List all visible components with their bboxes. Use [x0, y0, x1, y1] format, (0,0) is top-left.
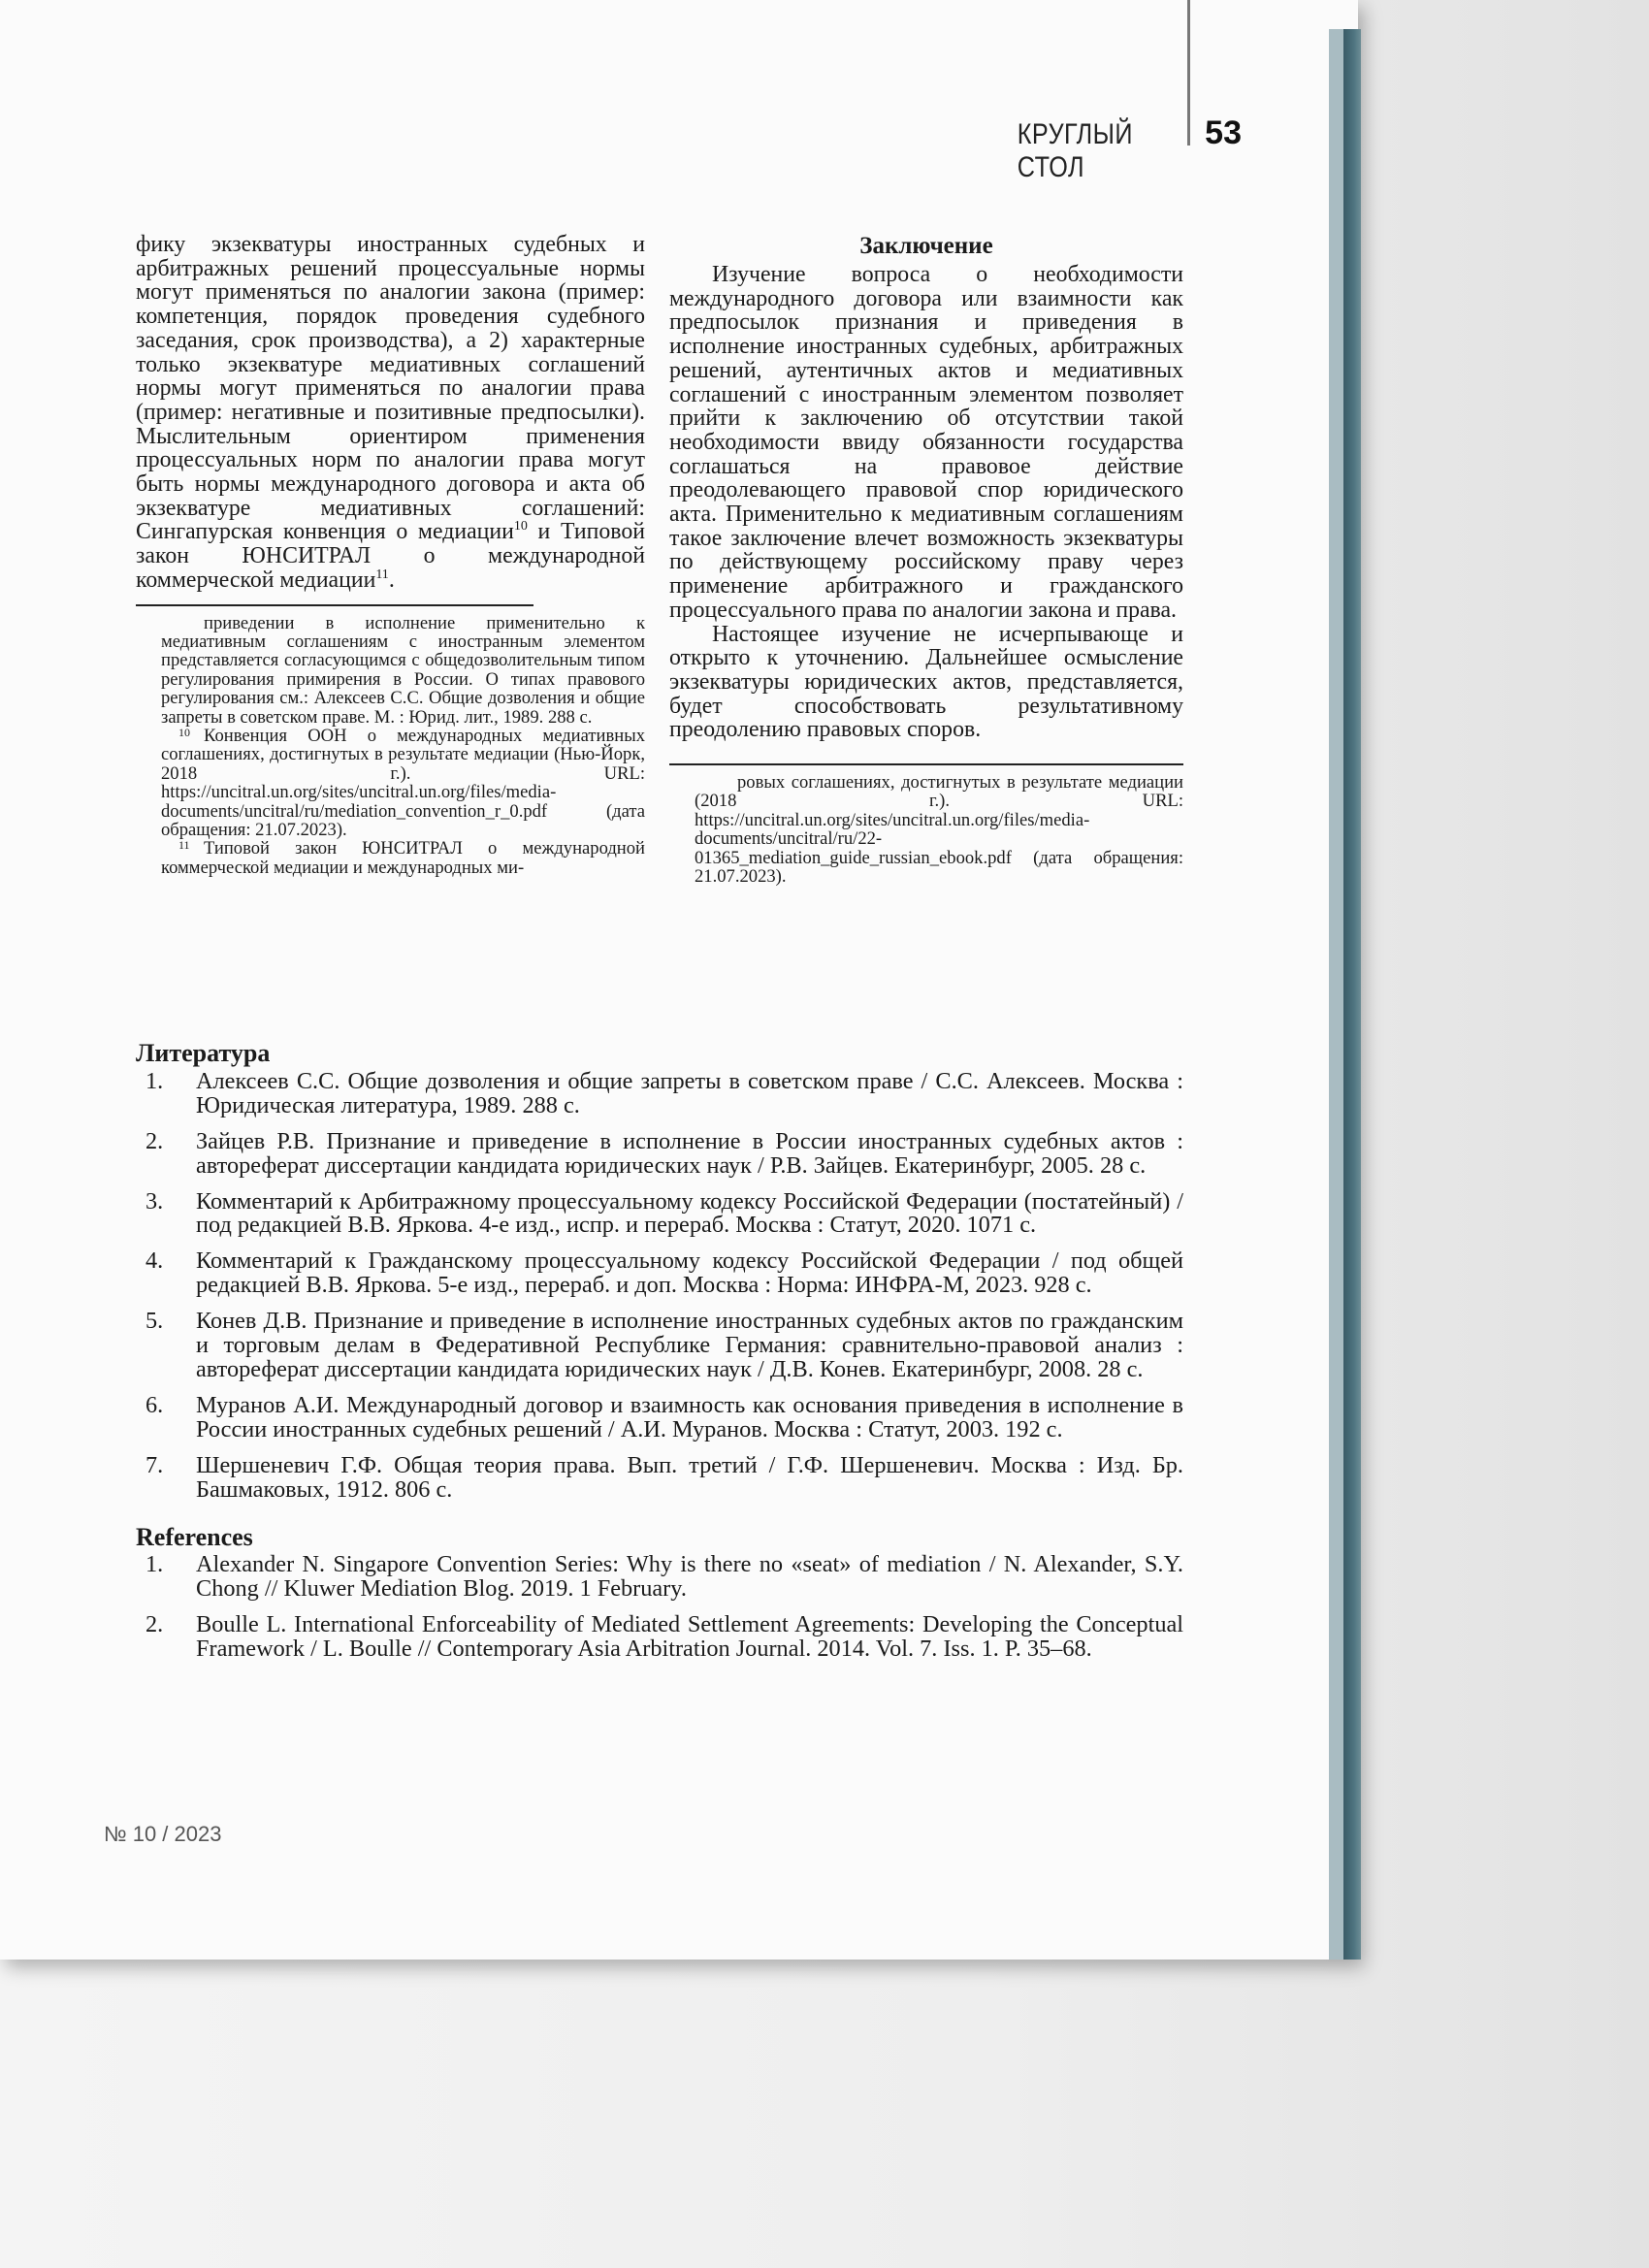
footnote-11-continuation: ровых соглашениях, достигнутых в результате медиации (2018 г.). URL: https://uncitral.un.org/sites/uncitral.un.org/files/media-documents/uncitral/ru/22-01365_mediation_guide_russian_ebook.pdf (дата обращения: 21.07.2023).	[695, 772, 1183, 888]
reference-item	[136, 1613, 1183, 1662]
literature-item	[136, 1067, 1183, 1118]
left-body-paragraph	[136, 233, 645, 593]
reference-item-text: Alexander N. Singapore Convention Series: Why is there no «seat» of mediation / N. Alexander, S.Y. Chong // Kluwer Mediation Blog. 2019. 1 February.	[196, 1551, 1183, 1603]
right-column	[669, 233, 1183, 887]
literature-list	[136, 1067, 1183, 1503]
left-column	[136, 233, 645, 877]
footnote-10	[136, 727, 645, 839]
left-body-text-c: .	[388, 567, 395, 593]
footnote-10-number: 10	[178, 725, 190, 739]
right-footnotes	[669, 773, 1183, 886]
section-label: КРУГЛЫЙ СТОЛ	[1017, 118, 1133, 183]
conclusion-paragraph-2: Настоящее изучение не исчерпывающе и открыто к уточнению. Дальнейшее осмысление экзекватуры юридических актов, представляется, будет способствовать результативному преодолению правовых споров.	[669, 621, 1183, 743]
reference-item-number: 1.	[146, 1551, 164, 1578]
left-body-text-b: и Типовой закон ЮНСИТРАЛ о международной коммерческой медиации	[136, 519, 645, 593]
literature-item	[136, 1391, 1183, 1442]
literature-item	[136, 1451, 1183, 1503]
issue-label: № 10 / 2023	[104, 1822, 222, 1846]
literature-item-text: Зайцев Р.В. Признание и приведение в исполнение в России иностранных судебных актов : автореферат диссертации кандидата юридических наук / Р.В. Зайцев. Екатеринбург, 2005. 28 с.	[196, 1127, 1183, 1179]
literature-item-text: Конев Д.В. Признание и приведение в исполнение иностранных судебных актов по гражданским и торговым делам в Федеративной Республике Германия: сравнительно-правовой анализ : автореферат диссертации кандидата юридических наук / Д.В. Конев. Екатеринбург, 2008. 28 с.	[196, 1308, 1183, 1382]
reference-item	[136, 1553, 1183, 1602]
literature-item-text: Комментарий к Арбитражному процессуальному кодексу Российской Федерации (постатейный) / под редакцией В.В. Яркова. 4-е изд., испр. и перераб. Москва : Статут, 2020. 1071 с.	[196, 1187, 1183, 1239]
running-head	[989, 114, 1242, 183]
left-footnotes	[136, 614, 645, 878]
footnote-ref-11: 11	[375, 567, 389, 582]
literature-item-number: 6.	[146, 1391, 164, 1418]
literature-item-text: Шершеневич Г.Ф. Общая теория права. Вып. третий / Г.Ф. Шершеневич. Москва : Изд. Бр. Башмаковых, 1912. 806 с.	[196, 1451, 1183, 1503]
left-body-text-a: фику экзекватуры иностранных судебных и арбитражных решений процессуальные нормы могут применяться по аналогии закона (пример: компетенция, порядок проведения судебного заседания, срок производства), а 2) характерные только экзекватуре медиативных соглашений нормы могут применяться по аналогии права (пример: негативные и позитивные предпосылки). Мыслительным ориентиром применения процессуальных норм по аналогии права могут быть нормы международного договора и акта об экзекватуре медиативных соглашений: Сингапурская конвенция о медиации	[136, 232, 645, 545]
literature-item	[136, 1310, 1183, 1382]
footnote-divider-right	[669, 763, 1183, 765]
page-edge-light	[1329, 29, 1343, 1960]
footnote-10-text: Конвенция ООН о международных медиативных соглашениях, достигнутых в результате медиации (Нью-Йорк, 2018 г.). URL: https://uncitral.un.org/sites/uncitral.un.org/files/media-documents/uncitral/ru/mediation_convention_r_0.pdf (дата обращения: 21.07.2023).	[161, 725, 645, 841]
references-block	[136, 1522, 1183, 1663]
literature-item-text: Муранов А.И. Международный договор и взаимность как основания приведения в исполнение в России иностранных судебных решений / А.И. Муранов. Москва : Статут, 2003. 192 с.	[196, 1391, 1183, 1442]
bibliography	[136, 1039, 1183, 1673]
page-edge-stripe	[1343, 29, 1361, 1960]
literature-item-text: Комментарий к Гражданскому процессуальному кодексу Российской Федерации / под общей редакцией В.В. Яркова. 5-е изд., перераб. и доп. Москва : Норма: ИНФРА-М, 2023. 928 с.	[196, 1247, 1183, 1299]
footnote-11	[136, 839, 645, 877]
footnote-continuation: приведении в исполнение применительно к медиативным соглашениям с иностранным элементом представляется согласующимся с общедозволительным типом регулирования примирения в России. О типах правового регулирования см.: Алексеев С.С. Общие дозволения и общие запреты в советском праве. М. : Юрид. лит., 1989. 288 с.	[161, 612, 645, 728]
literature-item	[136, 1187, 1183, 1239]
literature-heading: Литература	[136, 1039, 271, 1067]
conclusion-heading: Заключение	[859, 233, 993, 259]
literature-item-number: 5.	[146, 1308, 164, 1335]
footnote-11-text: Типовой закон ЮНСИТРАЛ о международной коммерческой медиации и международных ми-	[161, 838, 645, 878]
page-number: 53	[1205, 114, 1242, 151]
literature-item	[136, 1249, 1183, 1298]
literature-item-number: 1.	[146, 1067, 164, 1094]
literature-item-number: 4.	[146, 1247, 164, 1275]
references-heading: References	[136, 1522, 253, 1551]
literature-item-number: 7.	[146, 1451, 164, 1478]
literature-item	[136, 1127, 1183, 1179]
footnote-11-number: 11	[178, 838, 190, 853]
footnote-ref-10: 10	[513, 519, 528, 535]
conclusion-paragraph-1: Изучение вопроса о необходимости международного договора или взаимности как предпосылок признания и приведения в исполнение иностранных судебных, арбитражных решений, аутентичных актов и медиативных соглашений с иностранным элементом позволяет прийти к заключению об отсутствии такой необходимости ввиду обязанности государства соглашаться на правовое действие преодолевающего правовой спор юридического акта. Применительно к медиативным соглашениям такое заключение влечет возможность экзекватуры по действующему российскому праву через применение арбитражного и гражданского процессуального права по аналогии закона и права.	[669, 262, 1183, 623]
reference-item-number: 2.	[146, 1611, 164, 1638]
literature-item-text: Алексеев С.С. Общие дозволения и общие запреты в советском праве / С.С. Алексеев. Москва : Юридическая литература, 1989. 288 с.	[196, 1067, 1183, 1118]
reference-item-text: Boulle L. International Enforceability of Mediated Settlement Agreements: Developing the Conceptual Framework / L. Boulle // Contemporary Asia Arbitration Journal. 2014. Vol. 7. Iss. 1. P. 35–68.	[196, 1611, 1183, 1663]
footnote-divider	[136, 604, 534, 606]
literature-item-number: 3.	[146, 1187, 164, 1215]
literature-item-number: 2.	[146, 1127, 164, 1154]
